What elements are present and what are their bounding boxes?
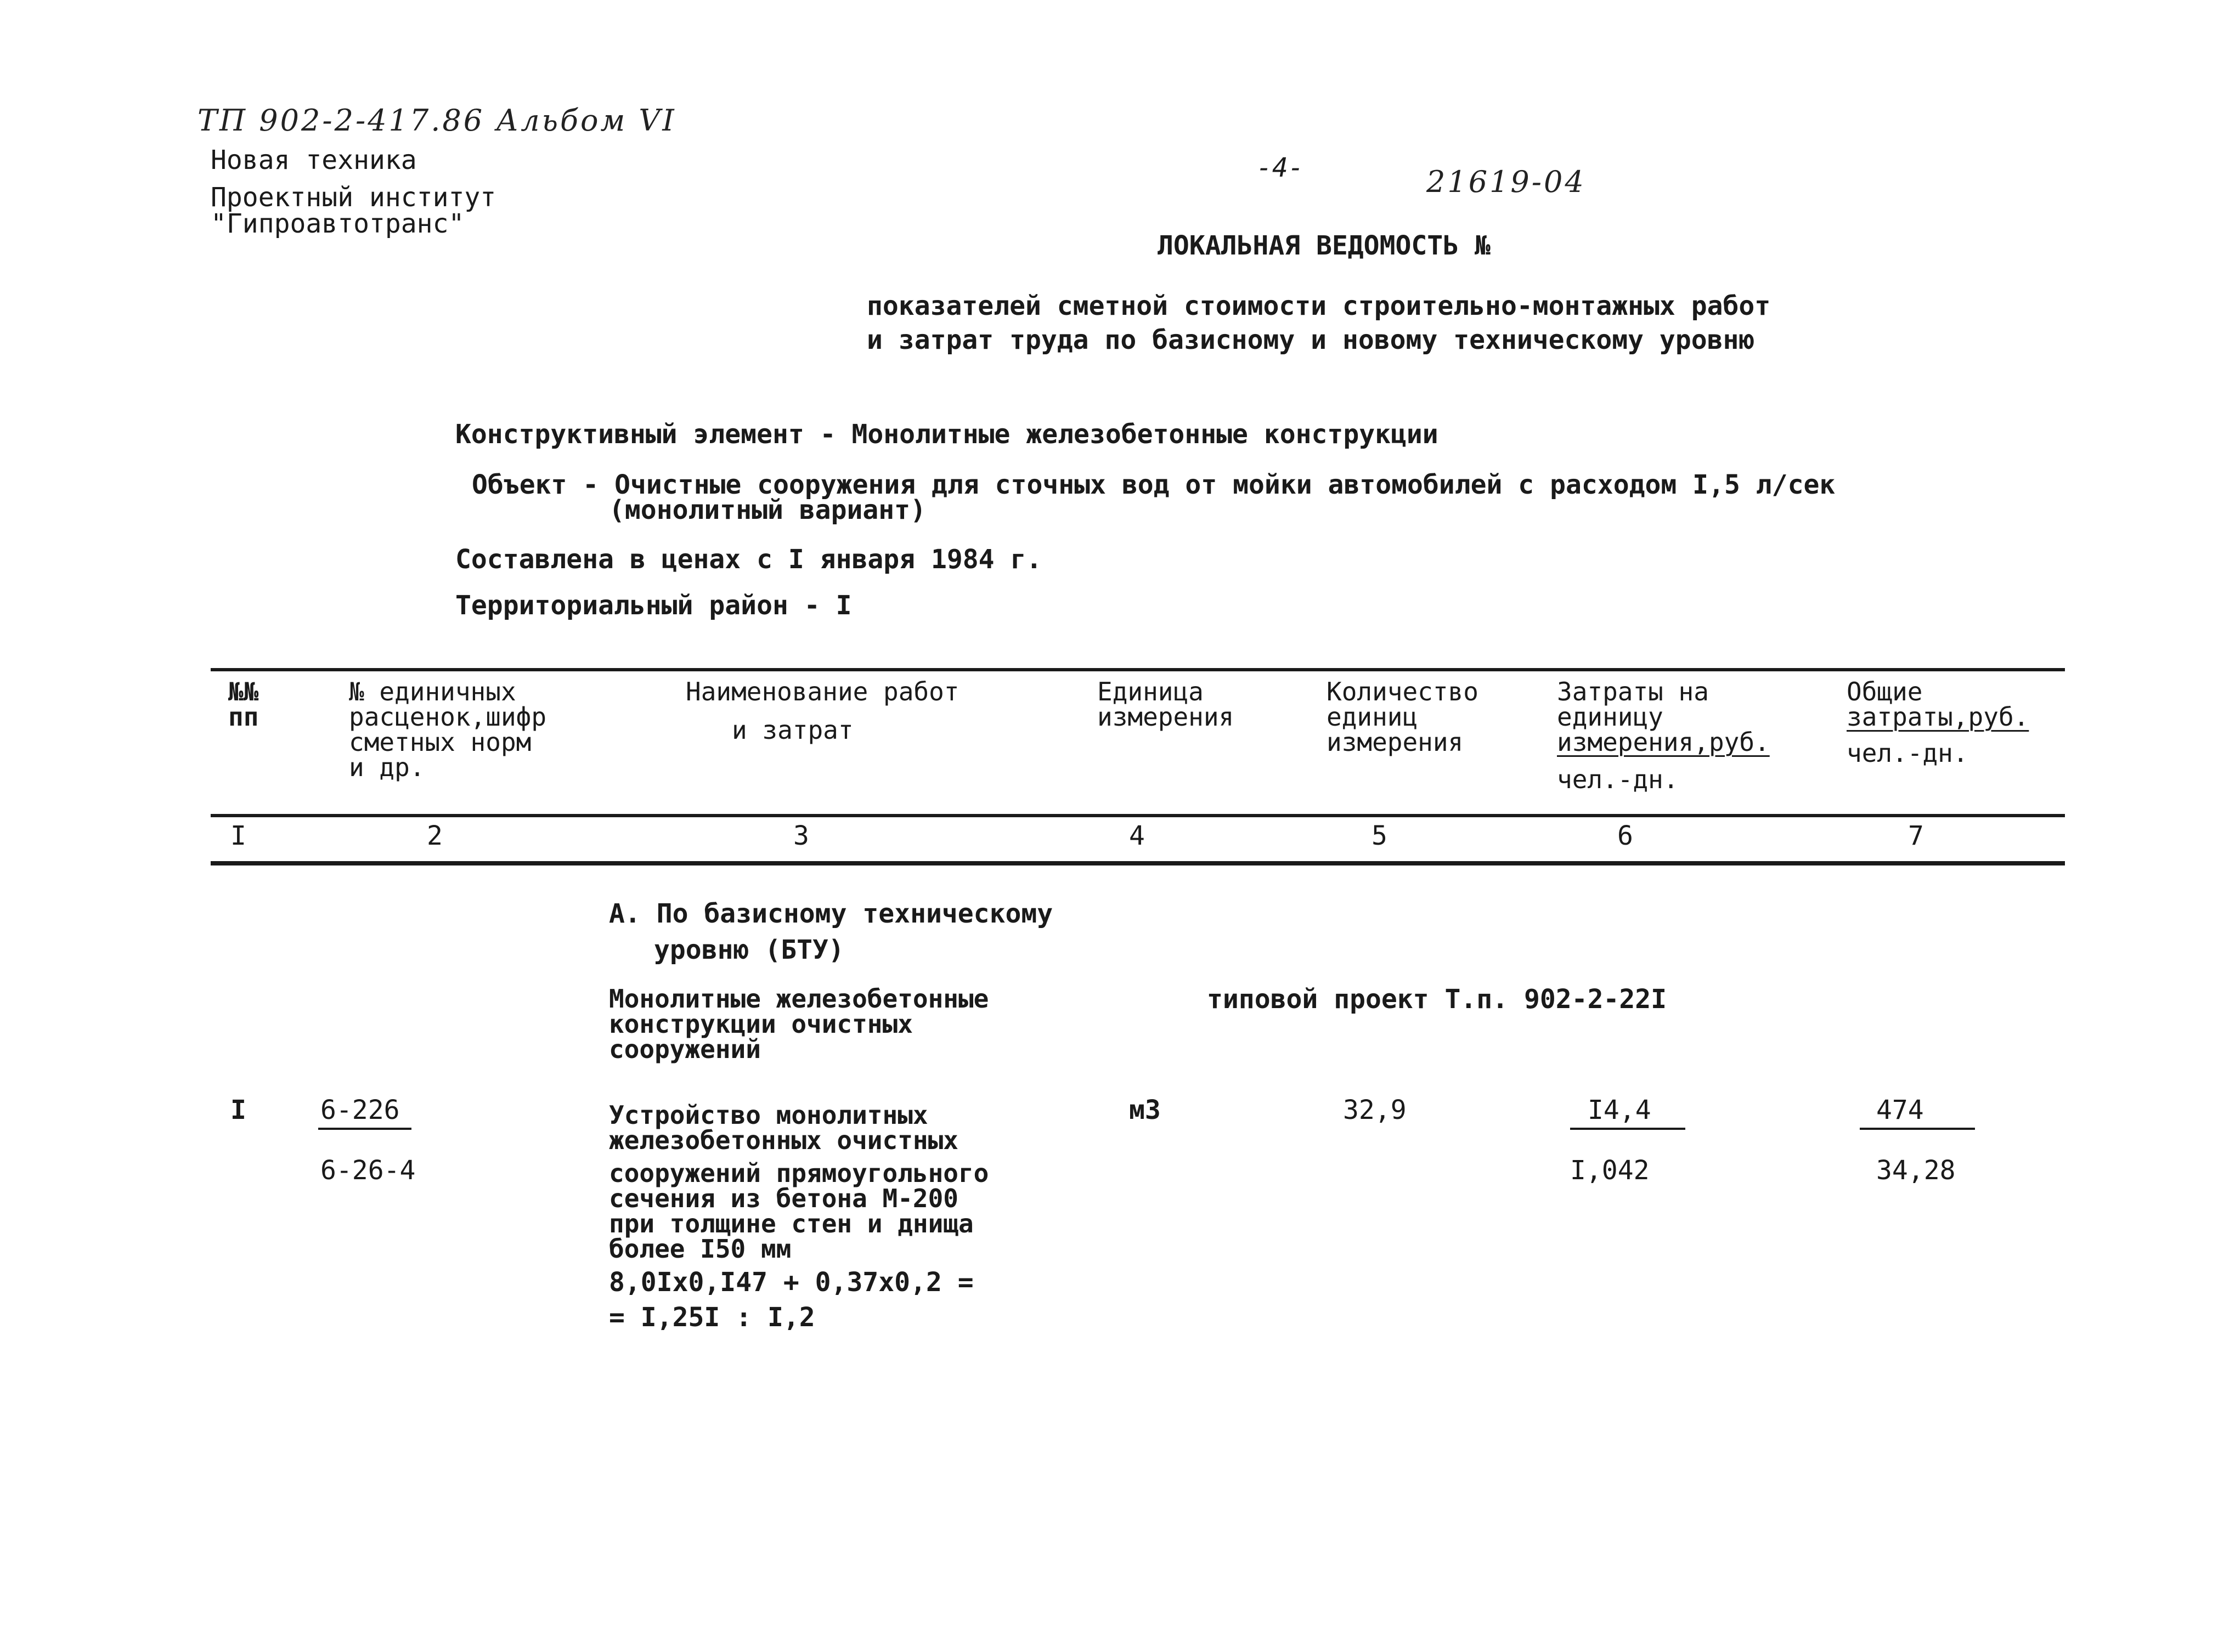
row-unit: м3 (1129, 1095, 1161, 1125)
rate-code-1-underline (318, 1128, 411, 1130)
territorial-region: Территориальный район - I (455, 590, 852, 621)
column-number-2: 2 (427, 821, 443, 851)
header-col-1: №№ пп (228, 677, 259, 732)
row-quantity: 32,9 (1343, 1095, 1407, 1125)
price-basis: Составлена в ценах с I января 1984 г. (455, 544, 1042, 575)
group-typical-project-ref: типовой проект Т.п. 902-2-22I (1207, 984, 1667, 1015)
row-calculation-line-2: = I,25I : I,2 (609, 1302, 815, 1333)
header-col-6-line-3: чел.-дн. (1557, 765, 1679, 794)
row-description-part-2: сооружений прямоугольного сечения из бетона М-200 при толщине стен и днища более I50 мм (609, 1158, 989, 1264)
header-col-3-line-2: и затрат (732, 715, 854, 745)
document-title: ЛОКАЛЬНАЯ ВЕДОМОСТЬ № (1158, 230, 1491, 261)
row-description-part-1: Устройство монолитных железобетонных очистных (609, 1100, 958, 1155)
org-line-2: Проектный институт (211, 182, 496, 213)
header-col-7-line-2: затраты,руб. (1847, 702, 2029, 732)
column-number-6: 6 (1617, 821, 1633, 851)
section-a-title-line-1: А. По базисному техническому (609, 898, 1053, 929)
header-col-7-line-1: Общие (1847, 677, 1923, 706)
row-total-underline (1860, 1128, 1975, 1130)
column-number-1: I (230, 821, 246, 851)
row-total-rub: 474 (1876, 1095, 1924, 1125)
project-reference-handwritten: ТП 902-2-417.86 Альбом VI (197, 103, 676, 138)
construction-element: Конструктивный элемент - Монолитные железобетонные конструкции (455, 419, 1438, 450)
header-col-2: № единичных расценок,шифр сметных норм и др. (349, 677, 547, 782)
header-col-6-line-1: Затраты на единицу (1557, 677, 1709, 732)
header-col-3-line-1: Наименование работ (686, 677, 960, 706)
row-total-labor: 34,28 (1876, 1155, 1956, 1186)
header-col-7-line-3: чел.-дн. (1847, 738, 1968, 768)
column-number-5: 5 (1372, 821, 1387, 851)
org-line-3: "Гипроавтотранс" (211, 208, 465, 239)
table-row-number: I (230, 1095, 246, 1125)
table-header-rule (211, 814, 2065, 817)
object-line-1: Объект - Очистные сооружения для сточных вод от мойки автомобилей с расходом I,5 л/сек (472, 469, 1836, 500)
rate-code-1: 6-226 (320, 1095, 400, 1125)
row-unit-cost-underline (1570, 1128, 1685, 1130)
row-unit-cost-rub: I4,4 (1588, 1095, 1651, 1125)
table-colnum-rule (211, 861, 2065, 865)
header-col-4: Единица измерения (1097, 677, 1234, 732)
document-number-handwritten: 21619-04 (1426, 165, 1586, 199)
document-subtitle-line-1: показателей сметной стоимости строительно-монтажных работ (867, 291, 1771, 321)
rate-code-2: 6-26-4 (320, 1155, 416, 1186)
object-line-2: (монолитный вариант) (609, 495, 926, 525)
section-a-title-line-2: уровню (БТУ) (654, 935, 844, 965)
header-col-6-line-2: измерения,руб. (1557, 727, 1770, 757)
page-number: -4- (1256, 152, 1304, 183)
column-number-4: 4 (1129, 821, 1145, 851)
document-subtitle-line-2: и затрат труда по базисному и новому техническому уровню (867, 325, 1755, 355)
group-title: Монолитные железобетонные конструкции очистных сооружений (609, 984, 989, 1064)
column-number-7: 7 (1908, 821, 1924, 851)
column-number-3: 3 (793, 821, 809, 851)
header-col-5: Количество единиц измерения (1327, 677, 1478, 757)
row-calculation-line-1: 8,0Iх0,I47 + 0,37х0,2 = (609, 1267, 974, 1298)
table-top-rule (211, 668, 2065, 671)
row-unit-cost-labor: I,042 (1570, 1155, 1650, 1186)
org-line-1: Новая техника (211, 145, 417, 176)
